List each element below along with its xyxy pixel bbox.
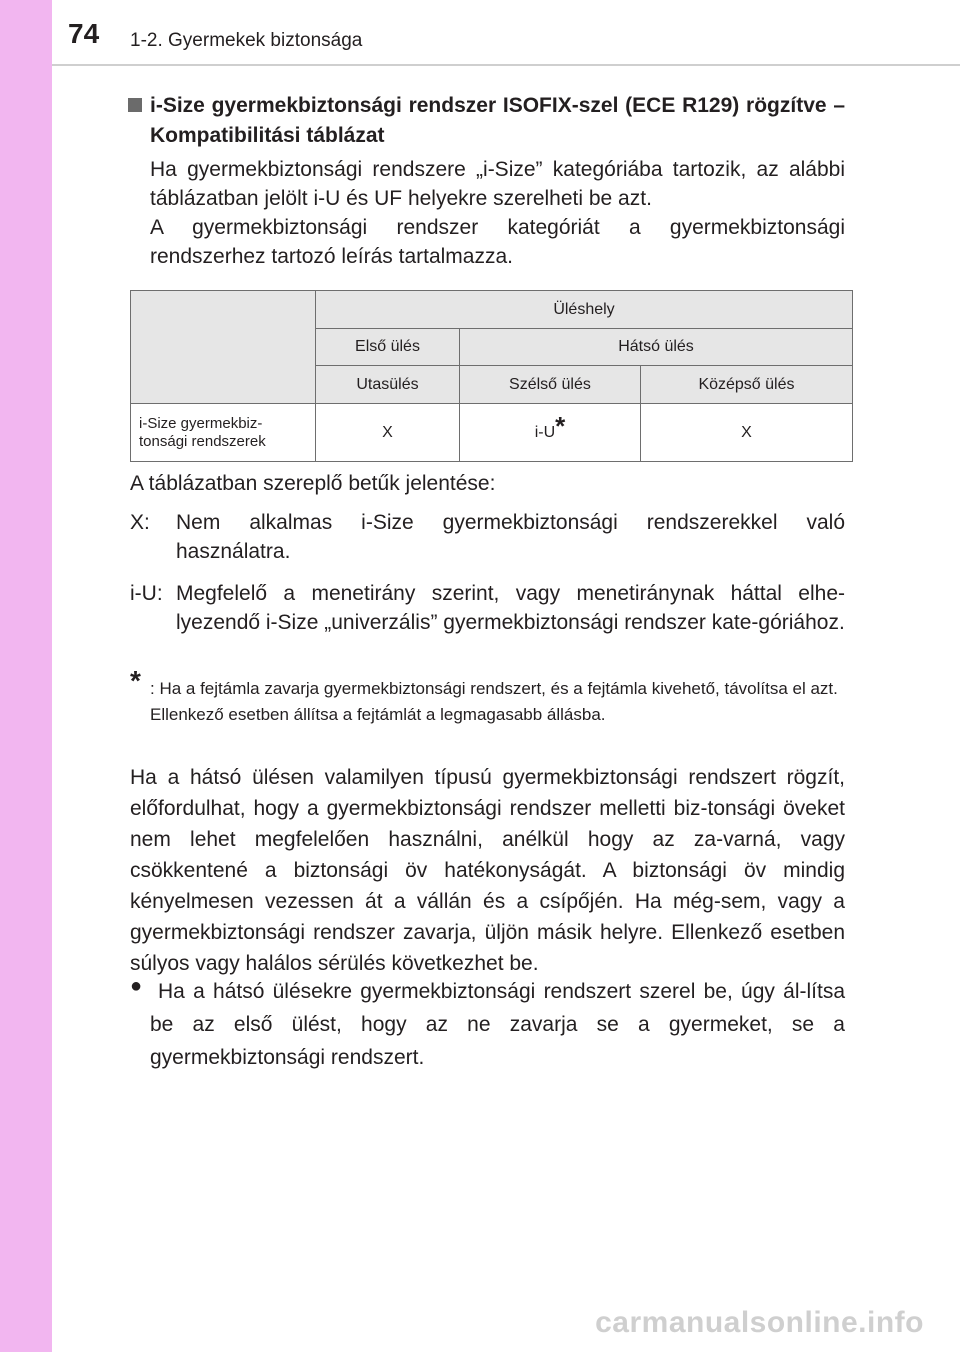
row-label-line-2: tonsági rendszerek [139, 432, 266, 450]
legend-key: i-U: [130, 582, 163, 605]
column-header-center: Középső ülés [640, 366, 852, 404]
cell-passenger: X [316, 404, 460, 462]
header-divider [52, 64, 960, 66]
seat-position-header: Üléshely [316, 291, 853, 329]
cell-outboard-value: i-U [534, 423, 556, 441]
asterisk-marker: * [555, 410, 566, 441]
table-corner-cell [131, 291, 316, 404]
page-number: 74 [68, 18, 100, 49]
legend-text: Nem alkalmas i-Size gyermekbiztonsági rendszerekkel való használatra. [176, 511, 845, 563]
round-bullet-icon: ● [130, 975, 143, 997]
footnote-text [150, 676, 850, 728]
intro-paragraph: Ha gyermekbiztonsági rendszere „i-Size” kategóriába tartozik, az alábbi táblázatban jelölt i-U és UF helyekre szerelheti be azt. [150, 158, 845, 210]
row-label-line-1: i-Size gyermekbiz- [139, 414, 263, 432]
watermark: carmanualsonline.info [595, 1306, 924, 1339]
footnote-line-1: : Ha a fejtámla zavarja gyermekbiztonsági rendszert, és a fejtámla kivehető, távolítsa el azt. [150, 679, 838, 698]
rear-seat-header: Hátsó ülés [460, 329, 853, 366]
bullet-text-content: Ha a hátsó ülésekre gyermekbiztonsági rendszert szerel be, úgy ál-lítsa be az első ülést, hogy az ne zavarja se a gyermeket, se a gyermekbiztonsági rendszert. [150, 980, 845, 1069]
bullet-text [150, 975, 845, 1074]
color-sidebar [0, 0, 52, 1352]
front-seat-header: Első ülés [316, 329, 460, 366]
cell-outboard [460, 404, 641, 462]
square-bullet-icon [128, 98, 142, 112]
legend-intro: A táblázatban szereplő betűk jelentése: [130, 472, 496, 495]
footnote-line-2: Ellenkező esetben állítsa a fejtámlát a legmagasabb állásba. [150, 705, 606, 724]
table-row-label [131, 404, 316, 462]
footnote-asterisk: * [130, 665, 141, 696]
column-header-passenger: Utasülés [316, 366, 460, 404]
seatbelt-paragraph: Ha a hátsó ülésen valamilyen típusú gyermekbiztonsági rendszert rögzít, előfordulhat, hogy a gyermekbiztonsági rendszer melletti biz-tonsági öveket nem lehet megfelelően használni, anélkül hogy az za-varná, vagy csökkentené a biztonsági öv hatékonyságát. A biztonsági öv mindig kényelmesen vezessen át a vállán és a csípőjén. Ha még-sem, vagy a gyermekbiztonsági rendszer zavarja, üljön másik helyre. Ellenkező esetben súlyos vagy halálos sérülés következhet be. [130, 766, 845, 975]
section-title: 1-2. Gyermekek biztonsága [130, 30, 363, 51]
compatibility-table [130, 290, 853, 462]
legend-key: X: [130, 511, 150, 534]
legend-text: Megfelelő a menetirány szerint, vagy menetiránynak háttal elhe-lyezendő i-Size „univerzális” gyermekbiztonsági rendszer kate-góriához. [176, 582, 845, 634]
category-paragraph: A gyermekbiztonsági rendszer kategóriát a gyermekbiztonsági rendszerhez tartozó leírás tartalmazza. [150, 216, 845, 268]
column-header-outboard: Szélső ülés [460, 366, 641, 404]
cell-center: X [640, 404, 852, 462]
section-heading: i-Size gyermekbiztonsági rendszer ISOFIX-szel (ECE R129) rögzítve – Kompatibilitási táblázat [150, 94, 845, 147]
